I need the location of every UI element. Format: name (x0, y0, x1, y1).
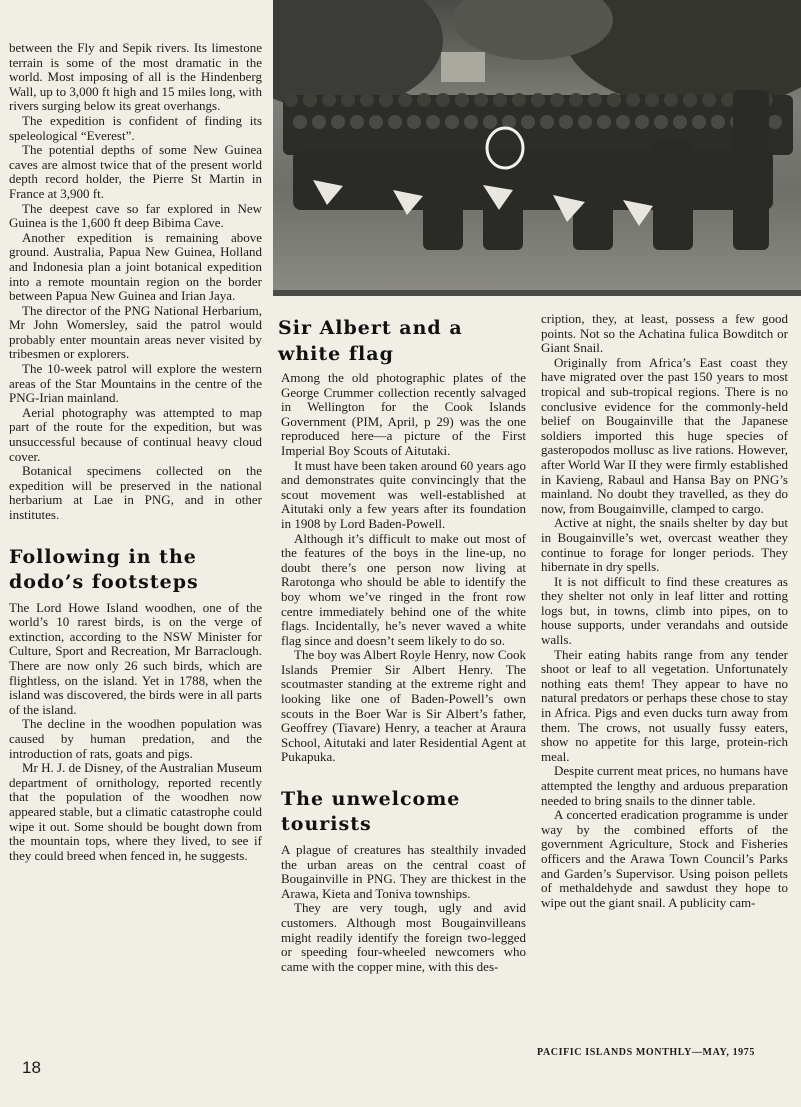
paragraph: Mr H. J. de Disney, of the Australian Museum department of ornithology, reported recently that the population of the woodhen now appeared stable, but a climatic catastrophe could wipe it out. Some should be bought down from the mountain tops, where they lived, to see if they could breed when fenced in, he suggests. (9, 760, 262, 863)
scout-head (493, 93, 507, 107)
scouts-photograph (273, 0, 801, 296)
scout-head (436, 93, 450, 107)
scout-head (607, 93, 621, 107)
scout-head (540, 115, 554, 129)
scout-head (426, 115, 440, 129)
scout-head (550, 93, 564, 107)
scout-head (616, 115, 630, 129)
column-right (541, 312, 788, 910)
paragraph: They are very tough, ugly and avid customers. Although most Bougainvilleans might readily identify the foreign two-legged or speeding four-wheeled newcomers who came with the copper mine, with this des- (281, 900, 526, 974)
paragraph: The director of the PNG National Herbarium, Mr John Womersley, said the patrol would probably enter mountain areas never visited by tribesmen or explorers. (9, 302, 262, 362)
scout-head (293, 115, 307, 129)
paragraph: The 10-week patrol will explore the western areas of the Star Mountains in the centre of the PNG-Irian mainland. (9, 361, 262, 406)
paragraph: The potential depths of some New Guinea caves are almost twice that of the present world depth record holder, the Pierre St Martin in France at 3,900 ft. (9, 142, 262, 201)
paragraph: Aerial photography was attempted to map part of the route for the expedition, but was unsuccessful because of continual heavy cloud cover. (9, 404, 262, 464)
scout-head (512, 93, 526, 107)
paragraph: Originally from Africa’s East coast they have migrated over the past 150 years to most tropical and sub-tropical regions. There is no conclusive evidence for the commonly-held belief on Bougainville that the Japanese soldiers imported this huge species of gasteropodos mollusc as live rations. However, after World War II they were firmly established in Kavieng, Rabaul and Hansa Bay on PNG’s mainland. No doubt they travelled, as they do now, from Bougainville, clamped to cargo. (541, 354, 788, 516)
photo-illustration (273, 0, 801, 296)
column-middle (281, 371, 526, 974)
paragraph: Although it’s difficult to make out most of the features of the boys in the line-up, no doubt there’s one person now living at Rarotonga who should be able to identify the boy whom we’ve ringed in the front row centre immediately behind one of the white flags. Incidentally, he’s never waved a white flag since and doesn’t seem likely to do so. (281, 530, 526, 648)
scout-head (341, 93, 355, 107)
scout-head (673, 115, 687, 129)
scout-head (597, 115, 611, 129)
paragraph: The expedition is confident of finding its speleological “Everest”. (9, 112, 262, 143)
paragraph: The Lord Howe Island woodhen, one of the world’s 10 rarest birds, is on the verge of extinction, according to the NSW Minister for Culture, Sport and Recreation, Mr Barraclough. There are now only 26 such birds, which are flightless, on the island. Yet in 1788, when the island was discovered, the birds were in all parts of the island. (9, 599, 262, 717)
scout-head (445, 115, 459, 129)
scout-head (559, 115, 573, 129)
page-number: 18 (22, 1058, 41, 1077)
scout-head (588, 93, 602, 107)
scout-head (369, 115, 383, 129)
scout-head (455, 93, 469, 107)
paragraph: Despite current meat prices, no humans have attempted the lengthy and arduous preparation needed to bring snails to the dinner table. (541, 763, 788, 808)
scout-head (654, 115, 668, 129)
scout-head (322, 93, 336, 107)
scout-head (331, 115, 345, 129)
scout-head (284, 93, 298, 107)
scout-head (303, 93, 317, 107)
scout-head (464, 115, 478, 129)
paragraph: cription, they, at least, possess a few good points. Not so the Achatina fulica Bowditch or Giant Snail. (541, 311, 788, 356)
paragraph: A plague of creatures has stealthily invaded the urban areas on the central coast of Bougainville in PNG. They are thickest in the Arawa, Kieta and Toniva townships. (281, 842, 526, 901)
column-left (9, 41, 262, 863)
paragraph: Botanical specimens collected on the expedition will be preserved in the national herbarium at Lae in PNG, and in other institutes. (9, 463, 262, 522)
scout-head (379, 93, 393, 107)
scout-head (711, 115, 725, 129)
scout-head (312, 115, 326, 129)
scout-head (664, 93, 678, 107)
article-heading-tourists: The unwelcome tourists (281, 788, 461, 836)
paragraph: The decline in the woodhen population was caused by human predation, and the introduction of rats, goats and pigs. (9, 716, 262, 761)
paragraph: The deepest cave so far explored in New Guinea is the 1,600 ft deep Bibima Cave. (9, 200, 262, 231)
paragraph: Their eating habits range from any tender shoot or leaf to all vegetation. Unfortunately nothing eats them! They appear to have no natural predators or perhaps these chose to stay in Africa. Pigs and even ducks turn away from them. The crows, not usually fussy eaters, show no appetite for this large, protein-rich meal. (541, 646, 788, 764)
scout-head (702, 93, 716, 107)
scout-head (768, 115, 782, 129)
scout-head (721, 93, 735, 107)
scout-head (645, 93, 659, 107)
running-footer: PACIFIC ISLANDS MONTHLY—MAY, 1975 (537, 1047, 755, 1058)
scout-head (692, 115, 706, 129)
paragraph: between the Fly and Sepik rivers. Its limestone terrain is some of the most dramatic in the world. Most imposing of all is the Hindenberg Wall, up to 3,000 ft high and 15 miles long, with rivers surging below its great overhangs. (9, 40, 262, 114)
article-heading-dodo: Following in the dodo’s footsteps (9, 545, 199, 593)
paragraph: It must have been taken around 60 years ago and demonstrates quite convincingly that the scout movement was well-established at Aitutaki only a few years after its foundation in 1908 by Lord Baden-Powell. (281, 457, 526, 531)
paragraph: Another expedition is remaining above ground. Australia, Papua New Guinea, Holland and Indonesia plan a joint botanical expedition into a remote mountain region on the border between Papua New Guinea and Irian Jaya. (9, 229, 262, 304)
scout-head (683, 93, 697, 107)
article-heading-sir-albert: Sir Albert and a white flag (278, 317, 463, 365)
scout-head (531, 93, 545, 107)
paragraph: The boy was Albert Royle Henry, now Cook Islands Premier Sir Albert Henry. The scoutmaster standing at the extreme right and looking like one of Baden-Powell’s own scouts in the Boer War is Sir Albert’s father, Geoffrey (Tiavare) Henry, a teacher at Araura School, Aitutaki and later Residential Agent at Pukapuka. (281, 647, 526, 765)
scout-head (578, 115, 592, 129)
paragraph: Active at night, the snails shelter by day but in Bougainville’s wet, overcast weather they continue to forage for longer periods. They hibernate in dry spells. (541, 515, 788, 575)
scout-head (407, 115, 421, 129)
scout-head (483, 115, 497, 129)
scout-head (360, 93, 374, 107)
paragraph: Among the old photographic plates of the George Crummer collection recently salvaged in Wellington for the Cook Islands Government (PIM, April, p 29) was the one reproduced here—a picture of the First Imperial Boy Scouts of Aitutaki. (281, 370, 526, 458)
paragraph: It is not difficult to find these creatures as they shelter not only in leaf litter and rotting logs but, in towns, climb into pipes, on to house supports, under verandahs and outside walls. (541, 573, 788, 648)
scout-head (398, 93, 412, 107)
paragraph: A concerted eradication programme is under way by the combined efforts of the government Agriculture, Stock and Fisheries officers and the Arawa Town Council’s Parks and Garden’s Supervisor. Using poison pellets of methaldehyde and sawdust they hope to wipe out the giant snail. A publicity cam- (541, 807, 788, 910)
scout-head (417, 93, 431, 107)
scout-head (350, 115, 364, 129)
scout-head (635, 115, 649, 129)
scout-head (388, 115, 402, 129)
scout-head (569, 93, 583, 107)
scout-head (626, 93, 640, 107)
scout-head (521, 115, 535, 129)
scout-head (474, 93, 488, 107)
